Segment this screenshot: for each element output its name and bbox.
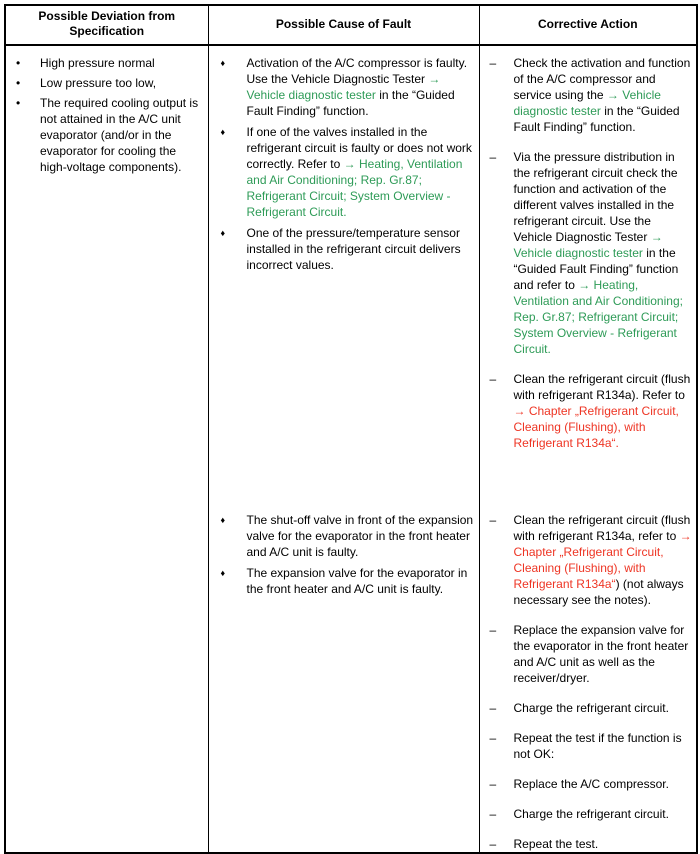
list-item-text (514, 622, 693, 686)
text-segment: One of the pressure/temperature sensor installed in the refrigerant circuit delivers incorrect values. (246, 226, 461, 272)
text-segment: Clean the refrigerant circuit (flush with refrigerant R134a, refer to (513, 513, 691, 543)
action-bullet-marker: – (489, 731, 497, 745)
text-segment: Check the activation and function of the A/C compressor and service using the (513, 56, 691, 102)
cross-reference-link[interactable]: → Chapter „Refrigerant Circuit, Cleaning (Flushing), with Refrigerant R134a“. (513, 404, 679, 450)
list-item (209, 55, 475, 119)
header-possible-cause: Possible Cause of Fault (208, 5, 479, 45)
text-segment: The required cooling output is not attained in the A/C unit evaporator (and/or in the evaporator for cooling the high-voltage components). (40, 96, 199, 174)
list-item (480, 55, 693, 135)
list-item-text (247, 124, 475, 220)
list-item (480, 730, 693, 762)
cross-reference-link[interactable]: → Chapter „Refrigerant Circuit, Cleaning (Flushing), with Refrigerant R134a“ (513, 529, 692, 591)
cell-cause-group1 (208, 45, 479, 503)
table-row (5, 503, 697, 853)
text-segment: Via the pressure distribution in the refrigerant circuit check the function and activation of the different valves installed in the refrigerant circuit. Use the Vehicle Diagnostic Tester (513, 150, 678, 244)
cause-bullet-marker: ♦ (220, 568, 226, 578)
text-segment: The shut-off valve in front of the expansion valve for the evaporator in the front heater and A/C unit is faulty. (246, 513, 474, 559)
list-item-text (514, 806, 693, 822)
cross-reference-link[interactable]: → Vehicle diagnostic tester (513, 88, 661, 118)
action-bullet-marker: – (489, 837, 497, 851)
cause-bullet-marker: ♦ (220, 58, 226, 68)
list-item-text (247, 55, 475, 119)
cross-reference-link[interactable]: → Heating, Ventilation and Air Conditioning; Rep. Gr.87; Refrigerant Circuit; System Overview - Refrigerant Circuit. (513, 278, 683, 356)
action-bullet-marker: – (489, 777, 497, 791)
text-segment: Charge the refrigerant circuit. (513, 807, 669, 821)
text-segment: Low pressure too low, (40, 76, 157, 90)
cell-action-group1 (479, 45, 697, 503)
list-item-text (40, 75, 204, 91)
list-item (480, 836, 693, 852)
text-segment: ) (not always necessary see the notes). (513, 577, 684, 607)
action-bullet-marker: – (489, 56, 497, 70)
cause-bullet-marker: ♦ (220, 127, 226, 137)
text-segment: Replace the expansion valve for the evaporator in the front heater and A/C unit as well as the receiver/dryer. (513, 623, 689, 685)
list-item (6, 95, 204, 175)
header-possible-deviation: Possible Deviation from Specification (5, 5, 208, 45)
cause-bullet-marker: ♦ (220, 228, 226, 238)
list-item (209, 124, 475, 220)
cell-deviation-group1 (5, 45, 208, 503)
cross-reference-link[interactable]: → Vehicle diagnostic tester (513, 230, 663, 260)
cross-reference-link[interactable]: → Vehicle diagnostic tester (246, 72, 441, 102)
table-row (5, 45, 697, 503)
header-corrective-action: Corrective Action (479, 5, 697, 45)
text-segment: Repeat the test if the function is not OK: (513, 731, 682, 761)
cell-cause-group2 (208, 503, 479, 853)
cause-bullet-marker: ♦ (220, 515, 226, 525)
list-item (6, 75, 204, 91)
text-segment: in the “Guided Fault Finding” function. (246, 88, 455, 118)
list-item-text (247, 565, 475, 597)
action-bullet-marker: – (489, 372, 497, 386)
list-item-text (514, 371, 693, 451)
list-item (209, 225, 475, 273)
list-item-text (514, 149, 693, 357)
cross-reference-link[interactable]: → Heating, Ventilation and Air Conditioning; Rep. Gr.87; Refrigerant Circuit; System Overview - Refrigerant Circuit. (246, 157, 463, 219)
list-item-text (514, 512, 693, 608)
list-item (480, 371, 693, 451)
action-bullet-marker: – (489, 513, 497, 527)
deviation-bullet-marker: • (16, 76, 21, 90)
list-item-text (40, 55, 204, 71)
list-item (480, 806, 693, 822)
list-item (480, 512, 693, 608)
text-segment: Replace the A/C compressor. (513, 777, 669, 791)
text-segment: Activation of the A/C compressor is faulty. Use the Vehicle Diagnostic Tester (246, 56, 468, 86)
list-item (480, 700, 693, 716)
list-item-text (514, 700, 693, 716)
list-item-text (514, 776, 693, 792)
list-item (480, 149, 693, 357)
deviation-bullet-marker: • (16, 96, 21, 110)
text-segment: Clean the refrigerant circuit (flush with refrigerant R134a). Refer to (513, 372, 691, 402)
action-bullet-marker: – (489, 150, 497, 164)
list-item-text (514, 730, 693, 762)
text-segment: Charge the refrigerant circuit. (513, 701, 669, 715)
text-segment: in the “Guided Fault Finding” function. (513, 104, 680, 134)
text-segment: Repeat the test. (513, 837, 599, 851)
list-item (209, 512, 475, 560)
list-item (480, 776, 693, 792)
list-item-text (514, 836, 693, 852)
text-segment: in the “Guided Fault Finding” function and refer to (513, 246, 679, 292)
cell-deviation-group2 (5, 503, 208, 853)
list-item-text (514, 55, 693, 135)
diagnostic-fault-table (4, 4, 698, 854)
list-item (209, 565, 475, 597)
deviation-bullet-marker: • (16, 56, 21, 70)
action-bullet-marker: – (489, 807, 497, 821)
text-segment: High pressure normal (40, 56, 155, 70)
action-bullet-marker: – (489, 623, 497, 637)
text-segment: If one of the valves installed in the refrigerant circuit is faulty or does not work correctly. Refer to (246, 125, 472, 171)
cell-action-group2 (479, 503, 697, 853)
action-bullet-marker: – (489, 701, 497, 715)
header-row (5, 5, 697, 45)
list-item-text (247, 512, 475, 560)
text-segment: The expansion valve for the evaporator in the front heater and A/C unit is faulty. (246, 566, 468, 596)
list-item (6, 55, 204, 71)
list-item-text (40, 95, 204, 175)
list-item (480, 622, 693, 686)
list-item-text (247, 225, 475, 273)
